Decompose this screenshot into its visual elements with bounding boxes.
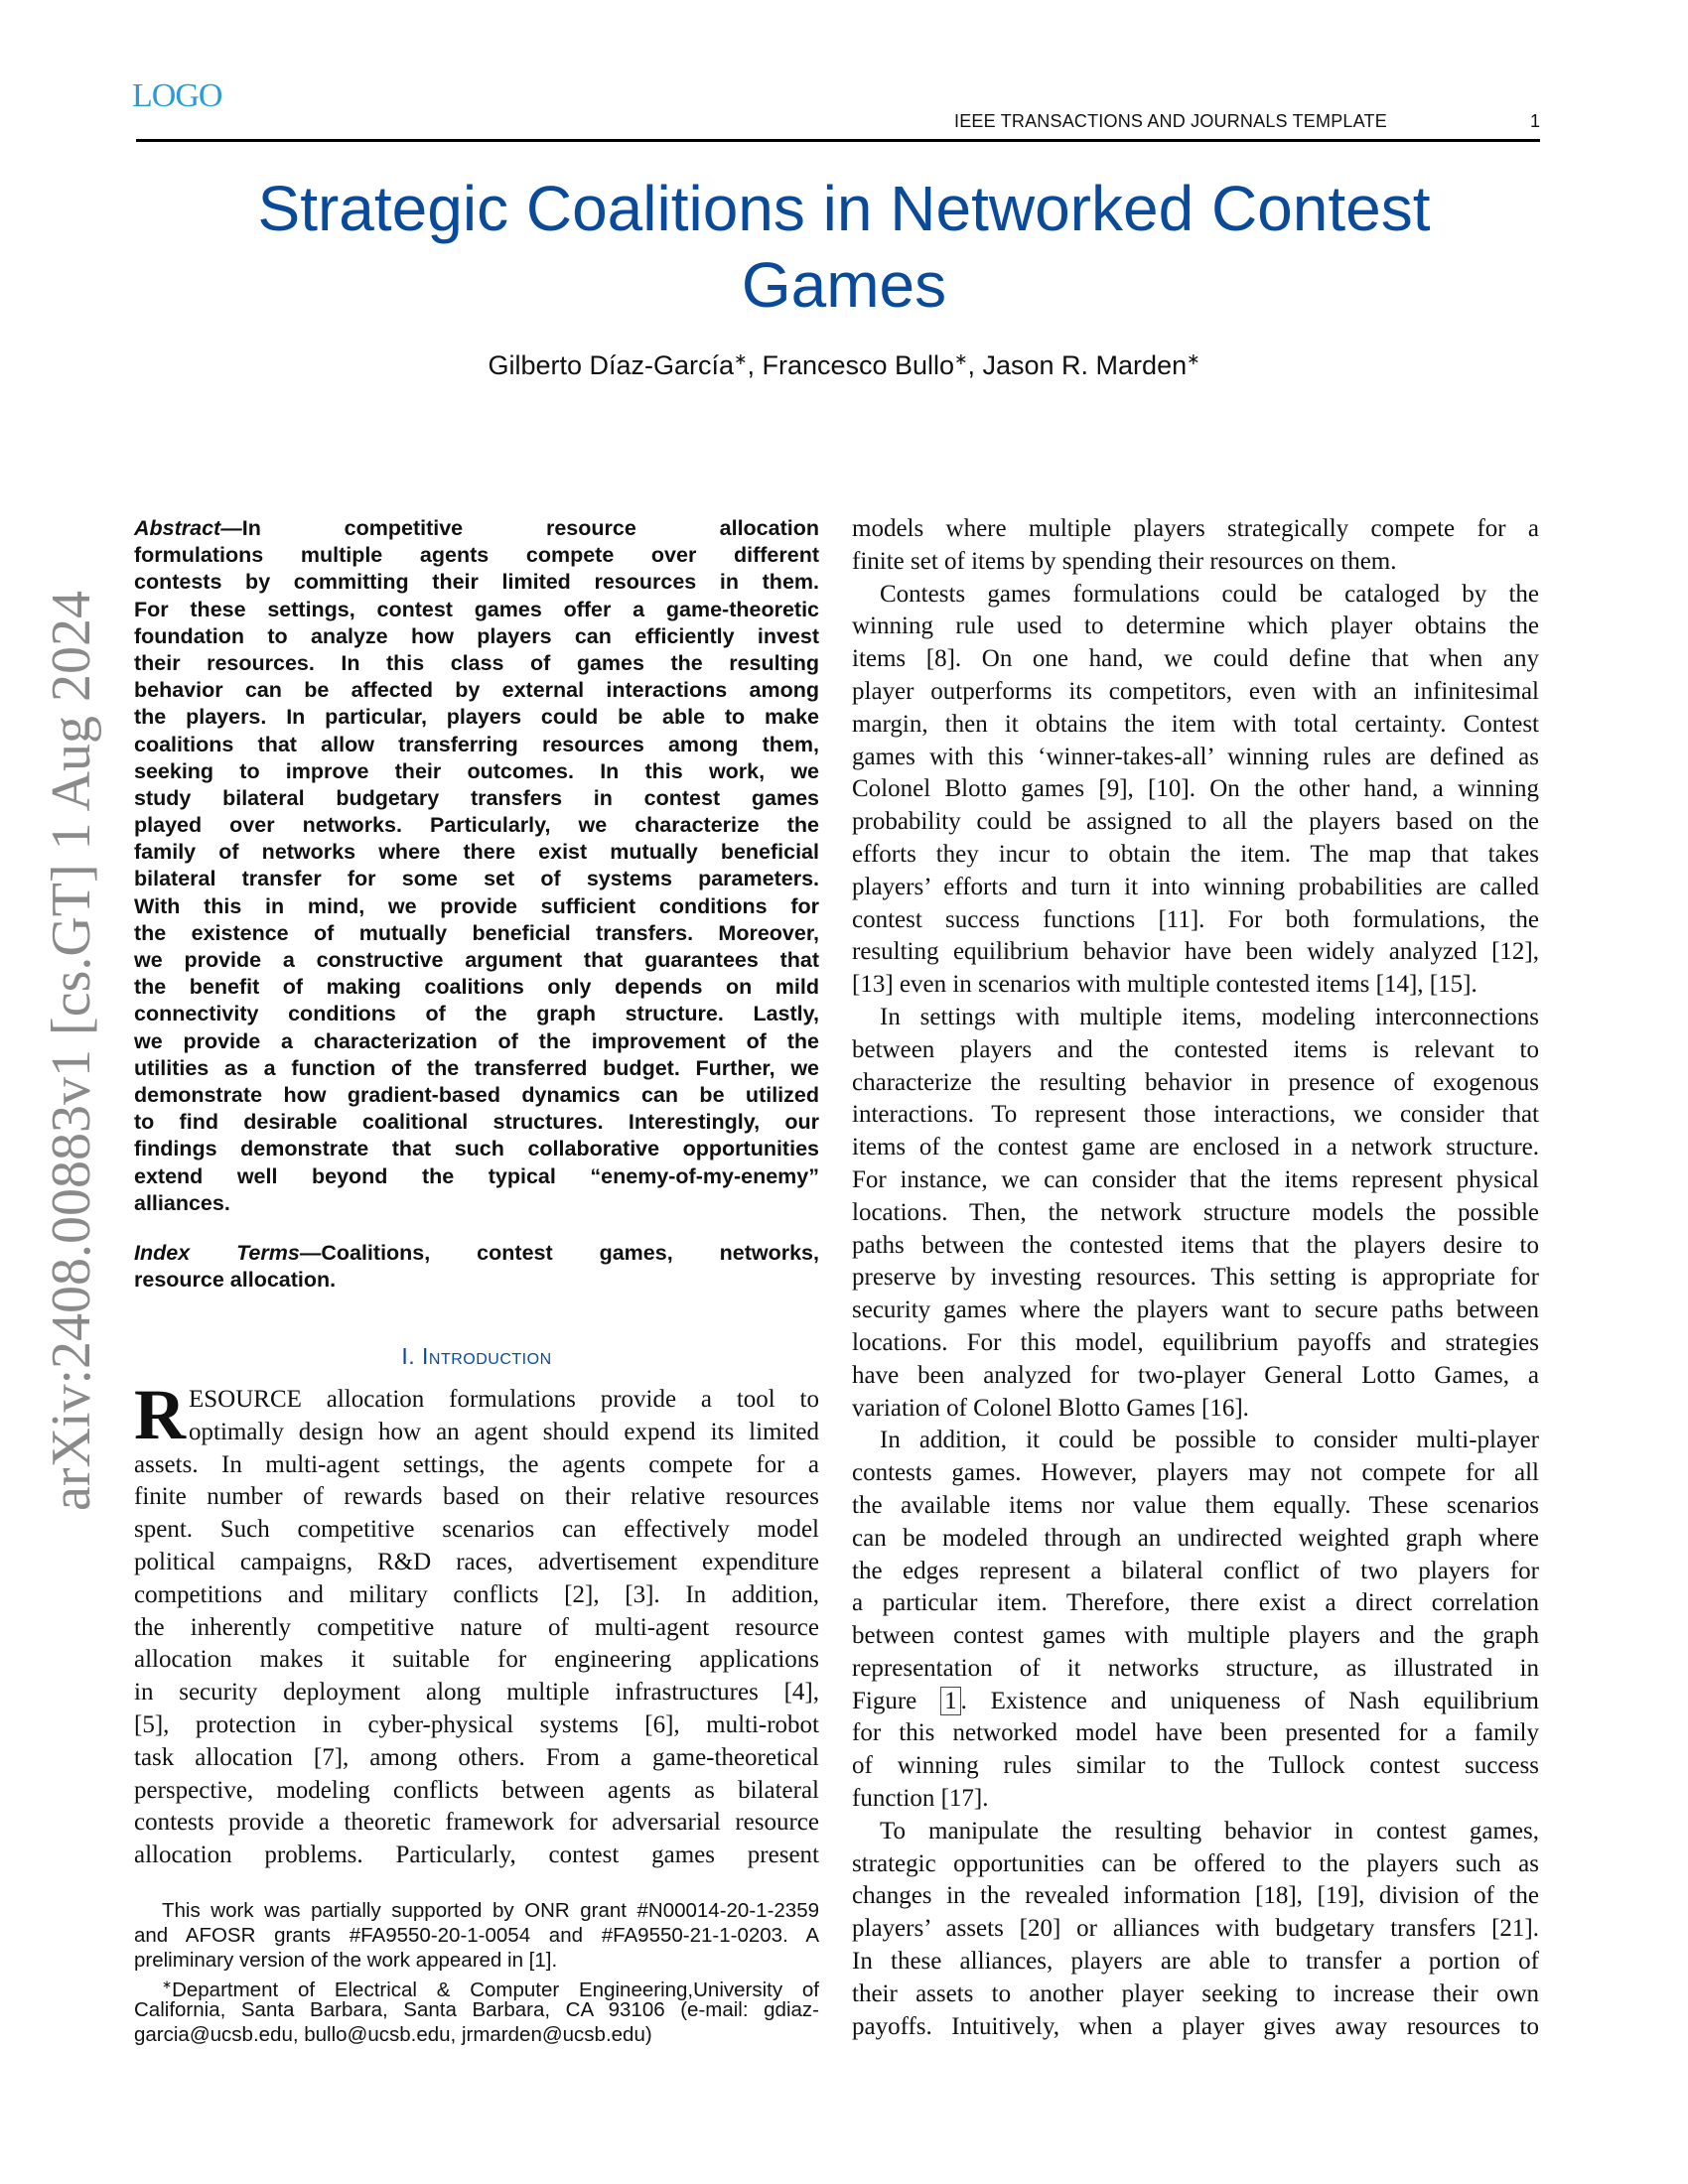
title-line: Strategic Coalitions in Networked Contest [257, 173, 1431, 244]
text-line: allocation makes it suitable for engineering applications [134, 1646, 819, 1674]
text-line: Index Terms—Coalitions, contest games, networks, [134, 1241, 819, 1265]
text-line: efforts they incur to obtain the item. The map that takes [852, 840, 1539, 868]
text-line: assets. In multi-agent settings, the agents compete for a [134, 1450, 819, 1478]
text-line: findings demonstrate that such collaborative opportunities [134, 1137, 819, 1161]
text-line: the inherently competitive nature of multi-agent resource [134, 1613, 819, 1641]
text-line: connectivity conditions of the graph structure. Lastly, [134, 1002, 819, 1026]
text-line: paths between the contested items that the players desire to [852, 1231, 1539, 1259]
text-line: items of the contest game are enclosed in a network structure. [852, 1134, 1539, 1161]
text-line: we provide a characterization of the improvement of the [134, 1028, 819, 1053]
text-line: characterize the resulting behavior in presence of exogenous [852, 1068, 1539, 1096]
lead-label: Index Terms— [134, 1241, 322, 1265]
text-line: garcia@ucsb.edu, bullo@ucsb.edu, jrmarden@ucsb.edu) [134, 2023, 652, 2046]
drop-cap: R [134, 1375, 186, 1454]
text-line: For these settings, contest games offer a game-theoretic [134, 597, 819, 621]
lead-label: Abstract— [134, 516, 242, 540]
text-line: competitions and military conflicts [2], [3]. In addition, [134, 1580, 819, 1608]
text-line: Contests games formulations could be cataloged by the [880, 580, 1539, 608]
text-line: games with this ‘winner-takes-all’ winning rules are defined as [852, 743, 1539, 770]
text-line: contest success functions [11]. For both formulations, the [852, 905, 1539, 933]
text-line: a particular item. Therefore, there exist a direct correlation [852, 1589, 1539, 1617]
text-line: items [8]. On one hand, we could define that when any [852, 645, 1539, 673]
title-line: Games [741, 249, 947, 321]
introduction-body [134, 1384, 819, 1872]
journal-logo: LOGO [132, 77, 222, 114]
text-line: probability could be assigned to all the players based on the [852, 808, 1539, 836]
text-line: of winning rules similar to the Tullock contest success [852, 1752, 1539, 1780]
text-line: function [17]. [852, 1785, 989, 1813]
text-line: changes in the revealed information [18], [19], division of the [852, 1882, 1539, 1910]
text-line: finite set of items by spending their resources on them. [852, 547, 1397, 575]
text-line: locations. Then, the network structure models the possible [852, 1198, 1539, 1226]
text-line: bilateral transfer for some set of systems parameters. [134, 867, 819, 891]
right-column-body [852, 513, 1539, 2043]
text-line: allocation problems. Particularly, contest games present [134, 1842, 819, 1869]
text-line: contests provide a theoretic framework for adversarial resource [134, 1809, 819, 1837]
footnotes [134, 1898, 819, 2047]
text-line: players’ efforts and turn it into winning probabilities are called [852, 873, 1539, 900]
text-line: contests by committing their limited resources in them. [134, 570, 819, 595]
text-line: foundation to analyze how players can efficiently invest [134, 623, 819, 648]
text-line: have been analyzed for two-player General Lotto Games, a [852, 1361, 1539, 1389]
figure-reference-link[interactable]: 1 [940, 1687, 961, 1715]
text-line: alliances. [134, 1190, 230, 1215]
author-mark: ∗ [734, 351, 748, 368]
text-line: between contest games with multiple players and the graph [852, 1622, 1539, 1650]
text-line: family of networks where there exist mutually beneficial [134, 840, 819, 865]
text-line: the available items nor value them equally. These scenarios [852, 1491, 1539, 1519]
text-line: political campaigns, R&D races, advertisement expenditure [134, 1548, 819, 1575]
text-line: their assets to another player seeking to increase their own [852, 1979, 1539, 2007]
text-line: perspective, modeling conflicts between agents as bilateral [134, 1776, 819, 1804]
paper-title [149, 171, 1539, 324]
text-line: preserve by investing resources. This setting is appropriate for [852, 1264, 1539, 1292]
author-mark: ∗ [1187, 351, 1200, 368]
page-number: 1 [1530, 111, 1541, 131]
index-terms [134, 1240, 819, 1294]
text-line: In settings with multiple items, modeling interconnections [880, 1003, 1539, 1030]
text-line: Figure 1 . Existence and uniqueness of Nash equilibrium [852, 1687, 1539, 1714]
text-line: behavior can be affected by external interactions among [134, 678, 819, 703]
text-line: formulations multiple agents compete over different [134, 543, 819, 568]
author-name: Francesco Bullo [762, 350, 955, 380]
text-line: [13] even in scenarios with multiple contested items [14], [15]. [852, 971, 1477, 999]
text-line: for this networked model have been presented for a family [852, 1719, 1539, 1747]
text-line: seeking to improve their outcomes. In this work, we [134, 758, 819, 783]
text-line: utilities as a function of the transferred budget. Further, we [134, 1055, 819, 1080]
text-line: coalitions that allow transferring resources among them, [134, 732, 819, 756]
header-rule [136, 139, 1540, 142]
text-line: locations. For this model, equilibrium payoffs and strategies [852, 1328, 1539, 1356]
text-line: models where multiple players strategically compete for a [852, 515, 1539, 542]
text-line: their resources. In this class of games the resulting [134, 650, 819, 675]
text-line: ∗Department of Electrical & Computer Engineering,University of [162, 1978, 819, 2001]
text-line: the edges represent a bilateral conflict of two players for [852, 1557, 1539, 1584]
text-line: contests games. However, players may not compete for all [852, 1459, 1539, 1487]
text-line: margin, then it obtains the item with total certainty. Contest [852, 710, 1539, 738]
text-line: player outperforms its competitors, even with an infinitesimal [852, 677, 1539, 705]
text-line: played over networks. Particularly, we characterize the [134, 813, 819, 838]
text-line: spent. Such competitive scenarios can effectively model [134, 1516, 819, 1544]
footnote-mark: ∗ [162, 1978, 173, 1991]
arxiv-identifier-stamp: arXiv:2408.00883v1 [cs.GT] 1 Aug 2024 [41, 590, 102, 1511]
text-line: interactions. To represent those interactions, we consider that [852, 1101, 1539, 1129]
text-line: optimally design how an agent should expend its limited [189, 1418, 819, 1445]
abstract [134, 515, 819, 1217]
text-line: resource allocation. [134, 1268, 337, 1293]
text-line: variation of Colonel Blotto Games [16]. [852, 1394, 1249, 1422]
text-line: This work was partially supported by ONR grant #N00014-20-1-2359 [162, 1899, 819, 1922]
text-line: the existence of mutually beneficial transfers. Moreover, [134, 920, 819, 945]
text-line: With this in mind, we provide sufficient conditions for [134, 893, 819, 918]
text-line: In these alliances, players are able to transfer a portion of [852, 1948, 1539, 1976]
text-line: we provide a constructive argument that guarantees that [134, 948, 819, 972]
text-line: Colonel Blotto games [9], [10]. On the other hand, a winning [852, 775, 1539, 803]
text-line: in security deployment along multiple infrastructures [4], [134, 1679, 819, 1706]
text-line: In addition, it could be possible to consider multi-player [880, 1427, 1539, 1454]
text-line: to find desirable coalitional structures. Interestingly, our [134, 1110, 819, 1135]
text-line: can be modeled through an undirected weighted graph where [852, 1524, 1539, 1552]
author-name: Jason R. Marden [982, 350, 1188, 380]
text-line: For instance, we can consider that the items represent physical [852, 1165, 1539, 1193]
text-line: finite number of rewards based on their relative resources [134, 1483, 819, 1511]
running-title: IEEE TRANSACTIONS AND JOURNALS TEMPLATE [954, 111, 1387, 131]
text-line: security games where the players want to secure paths between [852, 1297, 1539, 1324]
text-line: task allocation [7], among others. From a game-theoretical [134, 1743, 819, 1771]
text-line: winning rule used to determine which player obtains the [852, 613, 1539, 640]
text-line: strategic opportunities can be offered to the players such as [852, 1849, 1539, 1877]
text-line: preliminary version of the work appeared in [1]. [134, 1949, 558, 1972]
text-line: between players and the contested items is relevant to [852, 1035, 1539, 1063]
text-line: resulting equilibrium behavior have been widely analyzed [12], [852, 938, 1539, 966]
text-line: and AFOSR grants #FA9550-20-1-0054 and #FA9550-21-1-0203. A [134, 1924, 819, 1947]
text-line: extend well beyond the typical “enemy-of-my-enemy” [134, 1163, 819, 1188]
text-line: demonstrate how gradient-based dynamics can be utilized [134, 1082, 819, 1107]
text-line: California, Santa Barbara, Santa Barbara, CA 93106 (e-mail: gdiaz- [134, 1998, 819, 2021]
text-line: representation of it networks structure, as illustrated in [852, 1654, 1539, 1682]
text-line: the players. In particular, players could be able to make [134, 705, 819, 730]
text-line: [5], protection in cyber-physical systems [6], multi-robot [134, 1710, 819, 1738]
author-mark: ∗ [954, 351, 968, 368]
text-line: study bilateral budgetary transfers in contest games [134, 785, 819, 810]
text-line: payoffs. Intuitively, when a player gives away resources to [852, 2012, 1539, 2040]
author-name: Gilberto Díaz-García [488, 350, 735, 380]
text-line: To manipulate the resulting behavior in contest games, [880, 1817, 1539, 1844]
section-heading-introduction: I. Introduction [401, 1343, 552, 1369]
text-line: players’ assets [20] or alliances with budgetary transfers [21]. [852, 1915, 1539, 1943]
text-line: the benefit of making coalitions only depends on mild [134, 975, 819, 1000]
author-list: Gilberto Díaz-García∗, Francesco Bullo∗, Jason R. Marden∗ [488, 350, 1200, 380]
text-line: Abstract—In competitive resource allocation [134, 516, 819, 540]
text-line: ESOURCE allocation formulations provide a tool to [189, 1386, 819, 1413]
